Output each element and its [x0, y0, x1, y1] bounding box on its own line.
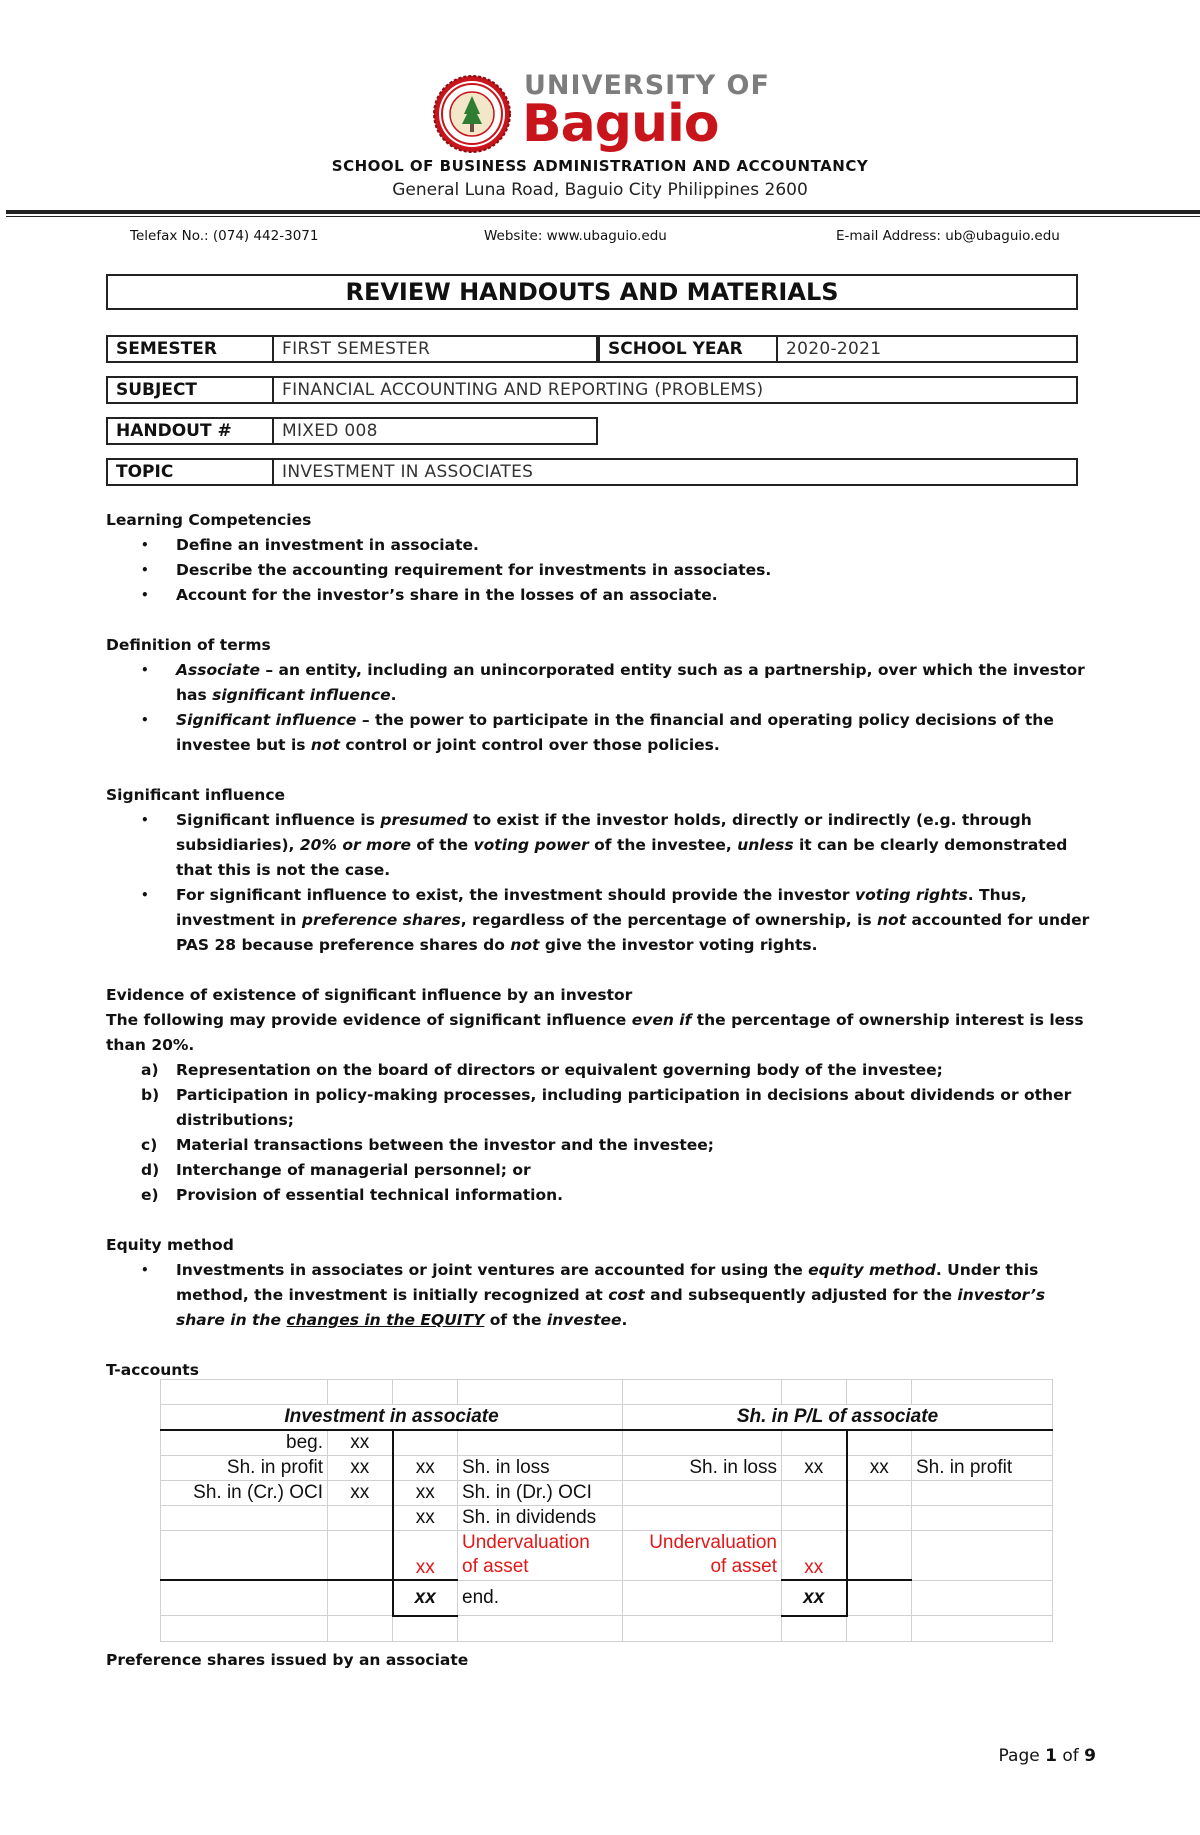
- semester-value: FIRST SEMESTER: [274, 335, 598, 363]
- evidence-heading: Evidence of existence of significant influence by an investor: [106, 986, 633, 1004]
- semester-label: SEMESTER: [106, 335, 274, 363]
- pl-dr-sh-loss: Sh. in loss: [623, 1456, 782, 1481]
- dr-sh-profit-amount: xx: [328, 1456, 393, 1481]
- evidence-list: [106, 1058, 1096, 1208]
- pl-total-amount: xx: [782, 1580, 847, 1616]
- significant-list: [106, 808, 1096, 958]
- end-label: end.: [458, 1580, 623, 1616]
- semester-row: [106, 335, 1078, 363]
- cr-sh-loss-amount: xx: [393, 1456, 458, 1481]
- list-item: • Define an investment in associate.: [106, 533, 1096, 558]
- header-rule-thick: [6, 210, 1200, 214]
- cr-oci-amount: xx: [393, 1481, 458, 1506]
- pl-cr-amount: xx: [847, 1456, 912, 1481]
- cr-underval-amount: xx: [393, 1531, 458, 1581]
- topic-value: INVESTMENT IN ASSOCIATES: [274, 458, 1078, 486]
- page-number: Page 1 of 9: [998, 1746, 1096, 1766]
- list-item: • Associate – an entity, including an unincorporated entity such as a partnership, over which the investor has significant influence.: [106, 658, 1096, 708]
- pl-undervaluation: Undervaluation of asset: [623, 1531, 782, 1581]
- university-logo: [432, 68, 772, 158]
- cr-undervaluation: Undervaluation of asset: [458, 1531, 623, 1581]
- list-item: • Significant influence – the power to participate in the financial and operating policy decisions of the investee but is not control or joint control over those policies.: [106, 708, 1096, 758]
- t-accounts-table: [160, 1379, 1053, 1642]
- pl-dr-amount: xx: [782, 1456, 847, 1481]
- list-item: • Investments in associates or joint ventures are accounted for using the equity method. Under this method, the investment is initially recognized at cost and subsequently adjusted for the investor’s share in the changes in the EQUITY of the investee.: [106, 1258, 1096, 1333]
- learning-heading: Learning Competencies: [106, 511, 312, 529]
- evidence-intro: The following may provide evidence of significant influence even if the percentage of ownership interest is less than 20%.: [106, 1011, 1084, 1054]
- website: Website: www.ubaguio.edu: [484, 228, 667, 244]
- list-item: • Significant influence is presumed to exist if the investor holds, directly or indirectly (e.g. through subsidiaries), 20% or more of the voting power of the investee, unless it can be clearly demonstrated that this is not the case.: [106, 808, 1096, 883]
- list-item: c) Material transactions between the investor and the investee;: [141, 1136, 714, 1154]
- pl-account-title: Sh. in P/L of associate: [623, 1405, 1053, 1431]
- preference-shares-heading: Preference shares issued by an associate: [106, 1651, 469, 1669]
- end-amount: xx: [393, 1580, 458, 1616]
- subject-label: SUBJECT: [106, 376, 274, 404]
- cr-sh-dr-oci: Sh. in (Dr.) OCI: [458, 1481, 623, 1506]
- taccounts-heading: T-accounts: [106, 1361, 199, 1379]
- investment-account-title: Investment in associate: [161, 1405, 623, 1431]
- topic-label: TOPIC: [106, 458, 274, 486]
- beg-amount: xx: [328, 1430, 393, 1456]
- pl-cr-sh-profit: Sh. in profit: [912, 1456, 1053, 1481]
- list-item: • Describe the accounting requirement for investments in associates.: [106, 558, 1096, 583]
- list-item: a) Representation on the board of directors or equivalent governing body of the investee;: [141, 1061, 943, 1079]
- equity-list: [106, 1258, 1096, 1333]
- list-item: • Account for the investor’s share in the losses of an associate.: [106, 583, 1096, 608]
- definition-list: [106, 658, 1096, 758]
- handout-label: HANDOUT #: [106, 417, 274, 445]
- list-item: e) Provision of essential technical information.: [141, 1186, 564, 1204]
- brand-university-of: UNIVERSITY OF: [524, 70, 770, 101]
- school-address: General Luna Road, Baguio City Philippines 2600: [392, 180, 808, 200]
- handout-row: [106, 417, 598, 445]
- dr-sh-profit: Sh. in profit: [161, 1456, 328, 1481]
- header-rule-thin: [6, 216, 1200, 217]
- school-year-label: SCHOOL YEAR: [598, 335, 778, 363]
- telefax: Telefax No.: (074) 442-3071: [130, 228, 319, 244]
- topic-row: [106, 458, 1078, 486]
- school-year-value: 2020-2021: [778, 335, 1078, 363]
- learning-list: [106, 533, 1096, 608]
- school-name: SCHOOL OF BUSINESS ADMINISTRATION AND ACCOUNTANCY: [331, 157, 869, 175]
- doc-title: REVIEW HANDOUTS AND MATERIALS: [106, 274, 1078, 310]
- subject-value: FINANCIAL ACCOUNTING AND REPORTING (PROBLEMS): [274, 376, 1078, 404]
- cr-sh-loss: Sh. in loss: [458, 1456, 623, 1481]
- handout-value: MIXED 008: [274, 417, 598, 445]
- email-address: E-mail Address: ub@ubaguio.edu: [836, 228, 1060, 244]
- pl-underval-amount: xx: [782, 1531, 847, 1581]
- brand-baguio: Baguio: [522, 94, 719, 154]
- list-item: d) Interchange of managerial personnel; or: [141, 1161, 531, 1179]
- university-seal-icon: [432, 74, 512, 154]
- beg-label: beg.: [161, 1430, 328, 1456]
- equity-heading: Equity method: [106, 1236, 234, 1254]
- list-item: b) Participation in policy-making processes, including participation in decisions about dividends or other distributions;: [141, 1086, 1072, 1129]
- dr-sh-cr-oci: Sh. in (Cr.) OCI: [161, 1481, 328, 1506]
- dr-oci-amount: xx: [328, 1481, 393, 1506]
- cr-div-amount: xx: [393, 1506, 458, 1531]
- definition-heading: Definition of terms: [106, 636, 271, 654]
- handout-body: [106, 508, 1096, 1383]
- cr-sh-dividends: Sh. in dividends: [458, 1506, 623, 1531]
- significant-heading: Significant influence: [106, 786, 286, 804]
- subject-row: [106, 376, 1078, 404]
- list-item: • For significant influence to exist, the investment should provide the investor voting rights. Thus, investment in preference shares, regardless of the percentage of ownership, is not accounted for under PAS 28 because preference shares do not give the investor voting rights.: [106, 883, 1096, 958]
